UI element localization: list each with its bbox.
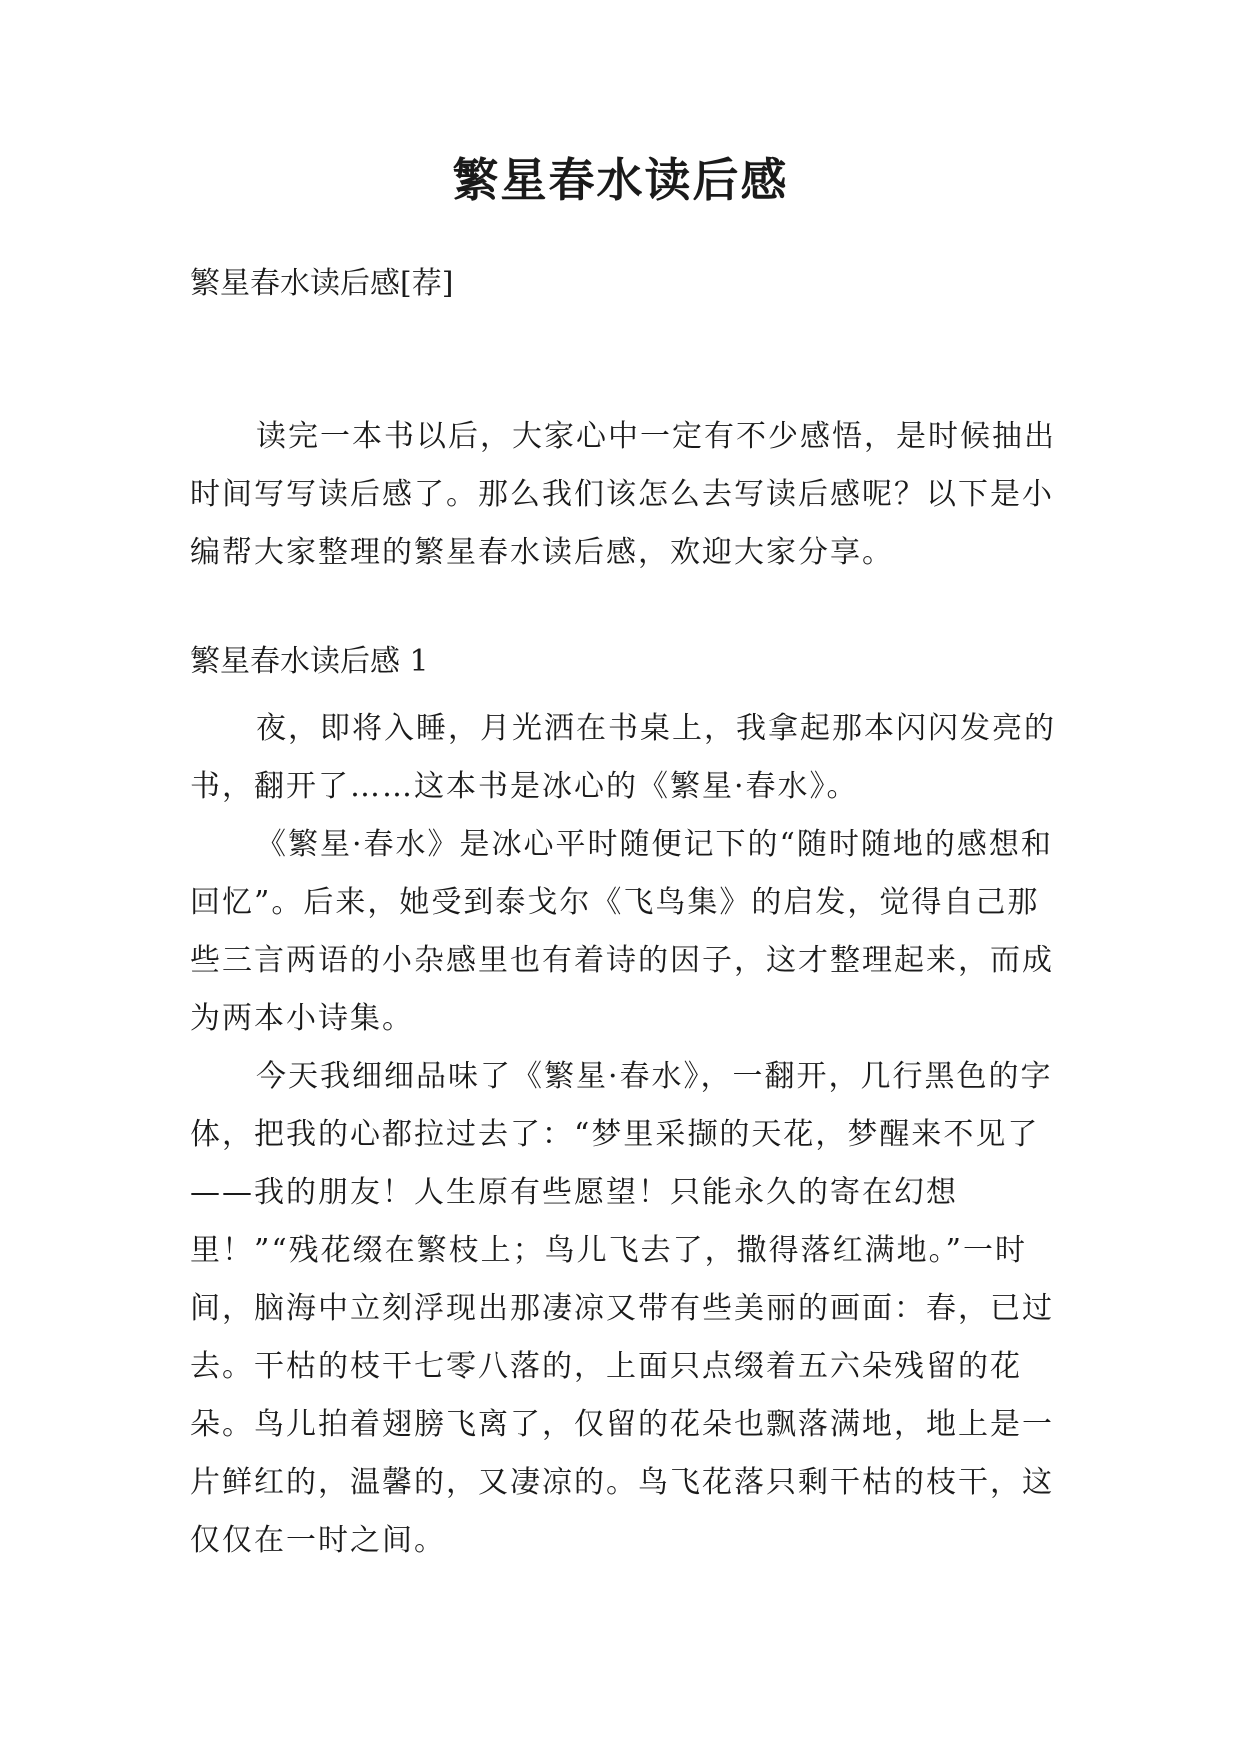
section-heading: 繁星春水读后感 1 [190, 644, 429, 679]
section-body [190, 700, 1060, 1570]
body-paragraph: 夜，即将入睡，月光洒在书桌上，我拿起那本闪闪发亮的书，翻开了……这本书是冰心的《繁星·春水》。 [190, 711, 1056, 804]
body-paragraph: 今天我细细品味了《繁星·春水》，一翻开，几行黑色的字体，把我的心都拉过去了：“梦里采撷的天花，梦醒来不见了——我的朋友！人生原有些愿望！只能永久的寄在幻想里！”“残花缀在繁枝上；鸟儿飞去了，撒得落红满地。”一时间，脑海中立刻浮现出那凄凉又带有些美丽的画面：春，已过去。干枯的枝干七零八落的，上面只点缀着五六朵残留的花朵。鸟儿拍着翅膀飞离了，仅留的花朵也飘落满地，地上是一片鲜红的，温馨的，又凄凉的。鸟飞花落只剩干枯的枝干，这仅仅在一时之间。 [190, 1059, 1054, 1558]
body-paragraph: 《繁星·春水》是冰心平时随便记下的“随时随地的感想和回忆”。后来，她受到泰戈尔《飞鸟集》的启发，觉得自己那些三言两语的小杂感里也有着诗的因子，这才整理起来，而成为两本小诗集。 [190, 827, 1054, 1036]
document-subtitle: 繁星春水读后感[荐] [190, 266, 454, 301]
intro-paragraph: 读完一本书以后，大家心中一定有不少感悟，是时候抽出时间写写读后感了。那么我们该怎么去写读后感呢？以下是小编帮大家整理的繁星春水读后感，欢迎大家分享。 [190, 419, 1056, 570]
document-title: 繁星春水读后感 [452, 153, 789, 207]
